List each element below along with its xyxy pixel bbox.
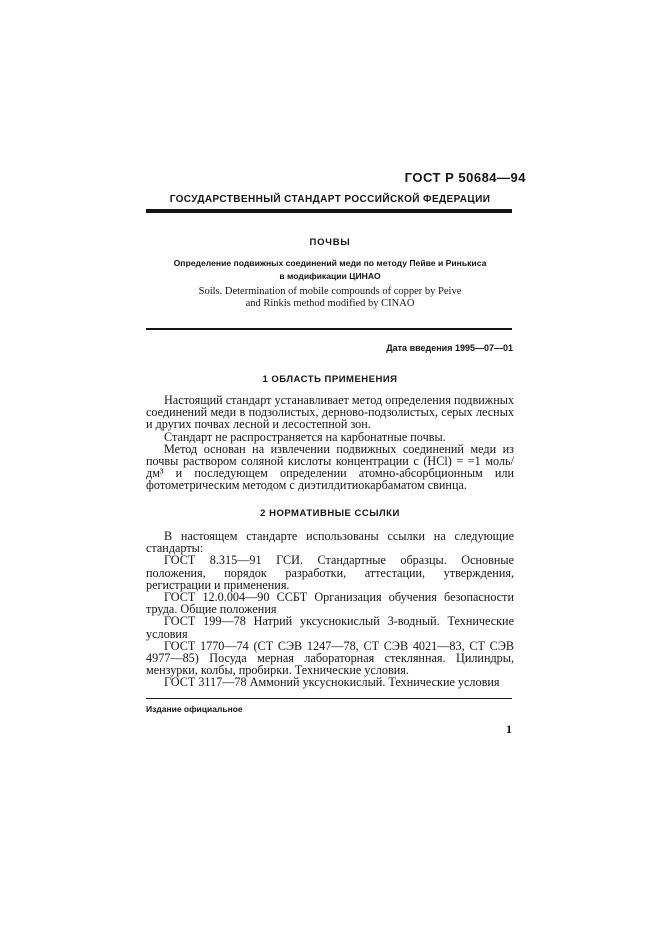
reference-item: ГОСТ 8.315—91 ГСИ. Стандартные образцы. Основные положения, порядок разработки, аттестации, утверждения, регистрации и применения. bbox=[146, 553, 514, 592]
subtitle-english-line-1: Soils. Determination of mobile compounds of copper by Peive bbox=[198, 286, 462, 297]
section-1-body bbox=[146, 394, 514, 492]
section-2-body bbox=[146, 530, 514, 689]
title-rule bbox=[146, 328, 512, 330]
introduction-date: Дата введения 1995—07—01 bbox=[386, 343, 513, 353]
reference-item: ГОСТ 12.0.004—90 ССБТ Организация обучения безопасности труда. Общие положения bbox=[146, 590, 514, 617]
section-1-paragraph-1: Настоящий стандарт устанавливает метод определения подвижных соединений меди в подзолистых, дерново-подзолистых, серых лесных и других почвах лесной и лесостепной зон. bbox=[146, 393, 514, 432]
subtitle-russian-line-1: Определение подвижных соединений меди по методу Пейве и Ринькиса bbox=[173, 258, 487, 268]
reference-item: ГОСТ 3117—78 Аммоний уксуснокислый. Технические условия bbox=[164, 675, 500, 690]
subtitle-russian-line-2: в модификации ЦИНАО bbox=[279, 271, 381, 281]
section-1-paragraph-3: Метод основан на извлечении подвижных соединений меди из почвы раствором соляной кислоты концентрации c (HCl) = =1 моль/дм³ и последующем определении атомно-абсорбционным или фотометрическим методом с диэтилдитиокарбаматом свинца. bbox=[146, 441, 514, 493]
section-1-heading: 1 ОБЛАСТЬ ПРИМЕНЕНИЯ bbox=[262, 374, 398, 385]
section-2-intro: В настоящем стандарте использованы ссылки на следующие стандарты: bbox=[146, 529, 514, 556]
header-rule bbox=[146, 209, 512, 213]
official-edition-label: Издание официальное bbox=[146, 704, 243, 714]
reference-item: ГОСТ 1770—74 (СТ СЭВ 1247—78, СТ СЭВ 4021—83, СТ СЭВ 4977—85) Посуда мерная лабораторная стеклянная. Цилиндры, мензурки, колбы, пробирки. Технические условия. bbox=[146, 638, 514, 678]
reference-item: ГОСТ 199—78 Натрий уксуснокислый 3-водный. Технические условия bbox=[146, 614, 514, 641]
subtitle-english-line-2: and Rinkis method modified by CINAO bbox=[245, 298, 415, 309]
gost-number: ГОСТ Р 50684—94 bbox=[404, 170, 526, 185]
section-1-paragraph-2: Стандарт не распространяется на карбонатные почвы. bbox=[164, 429, 446, 444]
subtitle-russian bbox=[148, 257, 512, 283]
state-standard-heading: ГОСУДАРСТВЕННЫЙ СТАНДАРТ РОССИЙСКОЙ ФЕДЕРАЦИИ bbox=[169, 194, 491, 205]
section-2-heading: 2 НОРМАТИВНЫЕ ССЫЛКИ bbox=[260, 508, 400, 519]
footer-rule bbox=[146, 698, 512, 699]
subtitle-english bbox=[148, 286, 512, 310]
document-title: ПОЧВЫ bbox=[309, 237, 351, 248]
page-number: 1 bbox=[506, 722, 512, 736]
